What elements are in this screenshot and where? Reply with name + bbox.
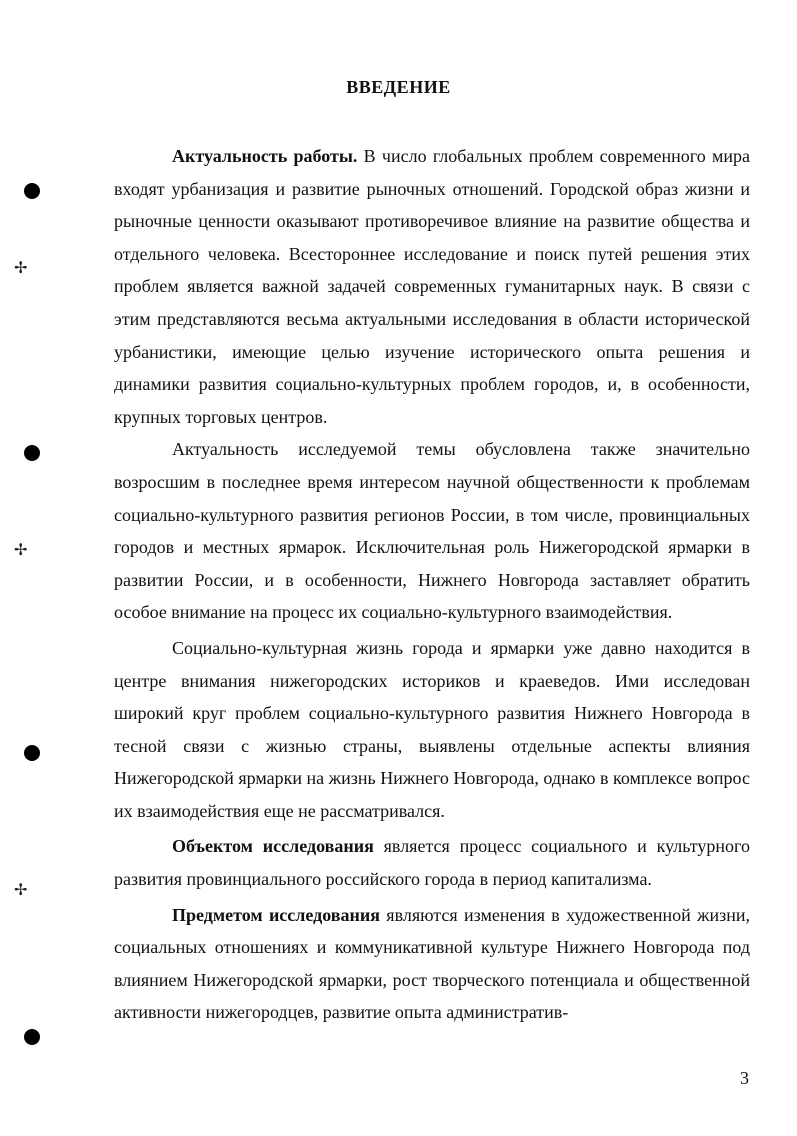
binder-hole-icon [24,183,40,199]
paragraph-text: Актуальность исследуемой темы обусловлена также значительно возросшим в последнее время интересом научной общественности к проблемам социально-культурного развития регионов России, в том числе, провинциальных городов и местных ярмарок. Исключительная роль Нижегородской ярмарки в развитии России, и в особенности, Нижнего Новгорода заставляет обратить особое внимание на процесс их социально-культурного взаимодействия. [114,439,750,623]
paragraph-text: Социально-культурная жизнь города и ярмарки уже давно находится в центре внимания нижегородских историков и краеведов. Ими исследован широкий круг проблем социально-культурного развития Нижнего Новгорода в тесной связи с жизнью страны, выявлены отдельные аспекты влияния Нижегородской ярмарки на жизнь Нижнего Новгорода, однако в комплексе вопрос их взаимодействия еще не рассматривался. [114,637,750,821]
scan-artifact-icon: ✢ [14,880,28,899]
binder-hole-icon [24,445,40,461]
paragraph [114,433,750,629]
paragraph-lead: Актуальность работы. [172,146,358,166]
paragraph-text: В число глобальных проблем современного мира входят урбанизация и развитие рыночных отношений. Городской образ жизни и рыночные ценности оказывают противоречивое влияние на развитие общества и отдельного человека. Всестороннее исследование и поиск путей решения этих проблем является важной задачей современных гуманитарных наук. В связи с этим представляются весьма актуальными исследования в области исторической урбанистики, имеющие целью изучение исторического опыта решения и динамики развития социально-культурных проблем городов, и, в особенности, крупных торговых центров. [114,146,750,427]
paragraph-text: является процесс социального и культурного развития провинциального российского города в период капитализма. [114,836,750,890]
body-text [114,140,750,1029]
paragraph [114,632,750,828]
page-title: ВВЕДЕНИЕ [346,77,451,97]
paragraph [114,830,750,895]
paragraph-text: являются изменения в художественной жизни, социальных отношениях и коммуникативной культуре Нижнего Новгорода под влиянием Нижегородской ярмарки, рост творческого потенциала и общественной активности нижегородцев, развитие опыта административ- [114,904,750,1023]
binder-hole-icon [24,745,40,761]
scan-artifact-icon: ✢ [14,258,28,277]
paragraph [114,140,750,433]
paragraph-lead: Объектом исследования [172,836,374,857]
page-number: 3 [740,1068,749,1088]
paragraph [114,899,750,1029]
paragraph-lead: Предметом исследования [172,904,380,925]
binder-hole-icon [24,1029,40,1045]
scan-artifact-icon: ✢ [14,540,28,559]
